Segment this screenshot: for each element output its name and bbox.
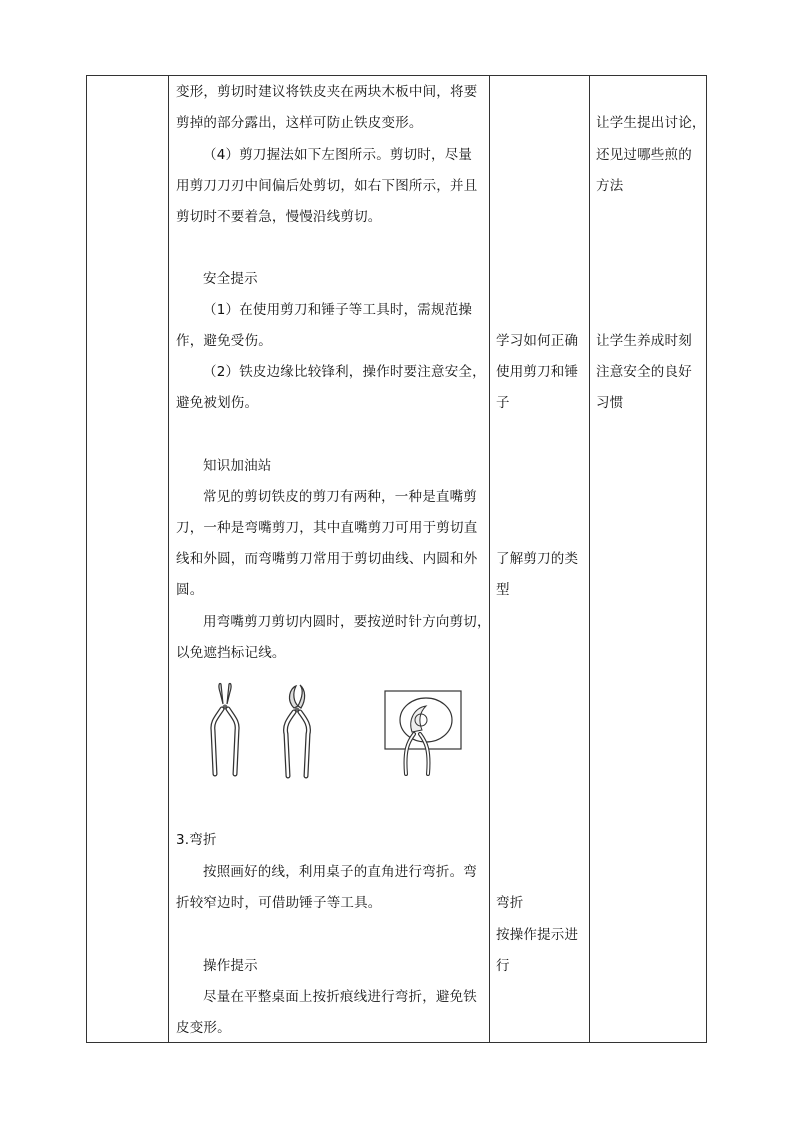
content-line: 作，避免受伤。 (176, 333, 272, 349)
content-line: 圆。 (176, 582, 204, 598)
activity-line: 行 (496, 958, 510, 974)
content-line: （2）铁皮边缘比较锋利，操作时要注意安全， (203, 364, 486, 380)
curved-snips-icon (272, 682, 322, 782)
column-divider (489, 76, 490, 1042)
content-line: 剪掉的部分露出，这样可防止铁皮变形。 (176, 115, 423, 131)
cutting-circle-illustration (384, 690, 464, 782)
intent-line: 还见过哪些煎的 (596, 147, 692, 163)
section-heading: 3.弯折 (176, 832, 217, 848)
content-line: 尽量在平整桌面上按折痕线进行弯折，避免铁 (203, 989, 477, 1005)
content-line: 常见的剪切铁皮的剪刀有两种，一种是直嘴剪 (203, 489, 477, 505)
activity-line: 使用剪刀和锤 (496, 364, 579, 380)
activity-line: 型 (496, 582, 510, 598)
activity-line: 子 (496, 395, 510, 411)
op-heading: 操作提示 (203, 958, 258, 974)
activity-line: 弯折 (496, 895, 524, 911)
content-line: 用剪刀刀刃中间偏后处剪切，如右下图所示，并且 (176, 178, 478, 194)
content-line: 用弯嘴剪刀剪切内圆时，要按逆时针方向剪切， (203, 614, 491, 630)
activity-line: 了解剪刀的类 (496, 551, 579, 567)
intent-line: 让学生养成时刻 (596, 333, 692, 349)
intent-line: 让学生提出讨论， (596, 115, 706, 131)
activity-line: 学习如何正确 (496, 333, 579, 349)
content-line: 剪切时不要着急，慢慢沿线剪切。 (176, 209, 382, 225)
content-line: 按照画好的线，利用桌子的直角进行弯折。弯 (203, 864, 477, 880)
content-line: 线和外圆，而弯嘴剪刀常用于剪切曲线、内圆和外 (176, 551, 478, 567)
content-line: 刀，一种是弯嘴剪刀，其中直嘴剪刀可用于剪切直 (176, 520, 478, 536)
content-line: 折较窄边时，可借助锤子等工具。 (176, 895, 382, 911)
column-divider (589, 76, 590, 1042)
knowledge-heading: 知识加油站 (203, 458, 272, 474)
intent-line: 习惯 (596, 395, 624, 411)
activity-line: 按操作提示进 (496, 927, 579, 943)
content-line: 以免遮挡标记线。 (176, 645, 286, 661)
content-line: （1）在使用剪刀和锤子等工具时，需规范操 (203, 302, 473, 318)
straight-snips-icon (200, 680, 250, 780)
content-line: （4）剪刀握法如下左图所示。剪切时，尽量 (203, 147, 473, 163)
content-line: 避免被划伤。 (176, 395, 259, 411)
column-divider (168, 76, 169, 1042)
safety-heading: 安全提示 (203, 271, 258, 287)
content-line: 变形，剪切时建议将铁皮夹在两块木板中间，将要 (176, 84, 478, 100)
intent-line: 方法 (596, 178, 624, 194)
intent-line: 注意安全的良好 (596, 364, 692, 380)
content-line: 皮变形。 (176, 1020, 231, 1036)
